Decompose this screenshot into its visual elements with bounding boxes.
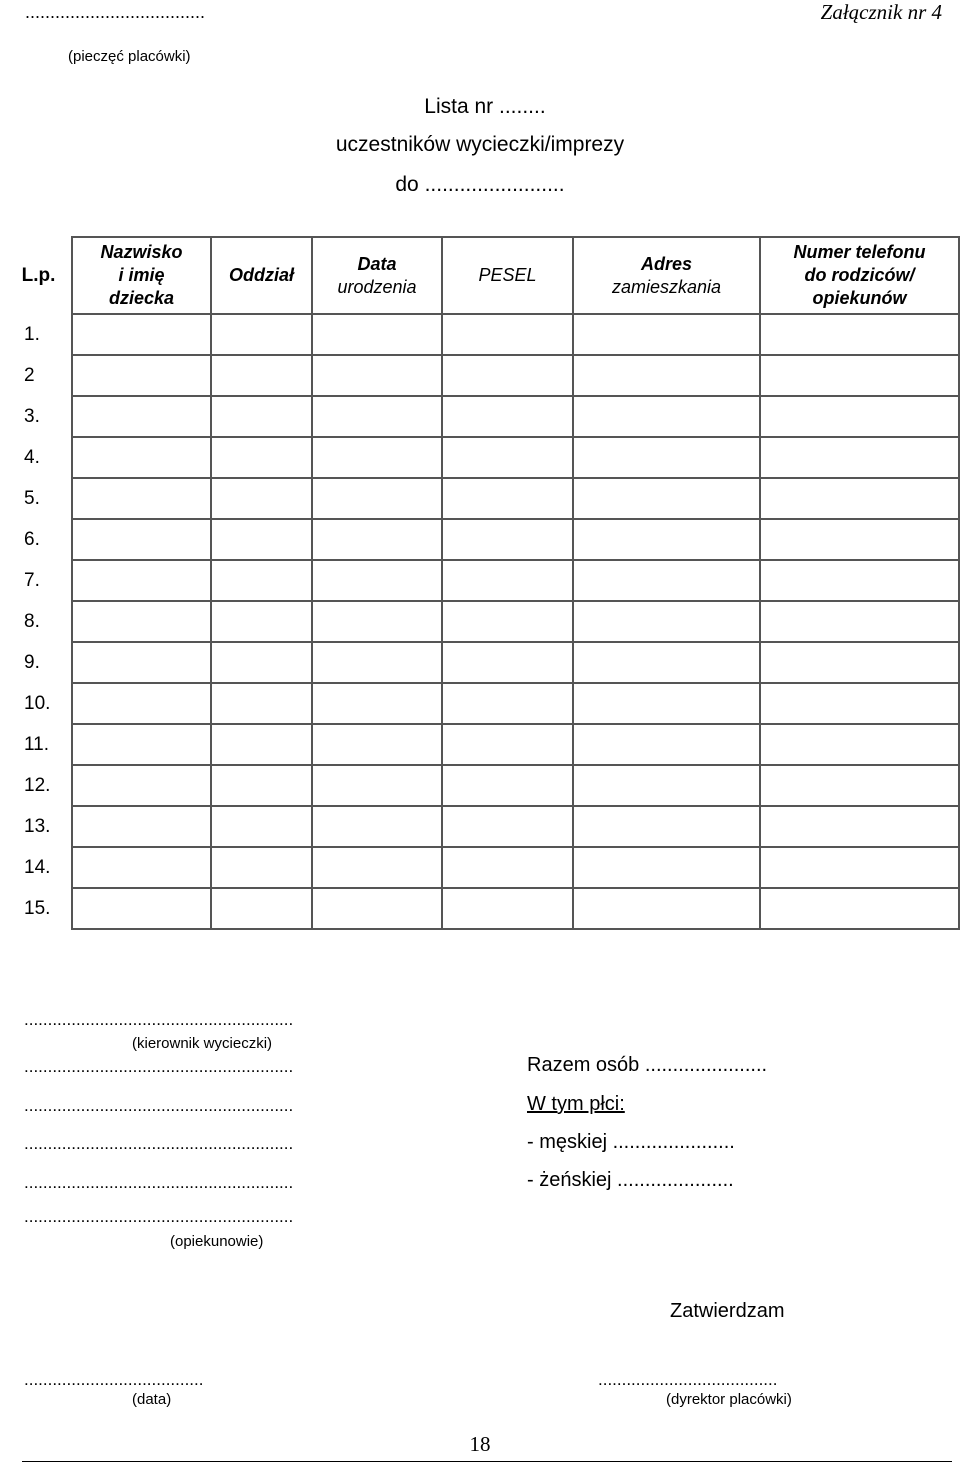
- table-cell[interactable]: [312, 478, 442, 519]
- table-cell[interactable]: [442, 642, 573, 683]
- table-row: [5, 396, 959, 437]
- table-row: [5, 847, 959, 888]
- table-cell[interactable]: [760, 478, 959, 519]
- table-cell[interactable]: [312, 642, 442, 683]
- header-birth-date: Data urodzenia: [312, 237, 442, 314]
- table-cell[interactable]: [442, 314, 573, 355]
- total-persons: Razem osób ......................: [527, 1054, 768, 1076]
- table-cell[interactable]: [573, 724, 760, 765]
- table-header-row: [5, 237, 959, 314]
- table-cell[interactable]: [72, 355, 211, 396]
- row-number: 2: [5, 355, 72, 396]
- table-cell[interactable]: [72, 765, 211, 806]
- table-cell[interactable]: [72, 724, 211, 765]
- table-cell[interactable]: [442, 396, 573, 437]
- row-number: 8.: [5, 601, 72, 642]
- table-cell[interactable]: [72, 478, 211, 519]
- table-row: [5, 806, 959, 847]
- table-cell[interactable]: [760, 314, 959, 355]
- table-row: [5, 560, 959, 601]
- table-cell[interactable]: [442, 806, 573, 847]
- table-cell[interactable]: [211, 683, 312, 724]
- list-destination: do ........................: [395, 173, 565, 196]
- table-row: [5, 642, 959, 683]
- table-row: [5, 601, 959, 642]
- guardian-signature-dots-1: .........................................................: [24, 1057, 294, 1076]
- table-cell[interactable]: [211, 478, 312, 519]
- table-cell[interactable]: [760, 724, 959, 765]
- female-count: - żeńskiej .....................: [527, 1169, 734, 1191]
- table-cell[interactable]: [760, 683, 959, 724]
- table-cell[interactable]: [211, 396, 312, 437]
- row-number: 7.: [5, 560, 72, 601]
- row-number: 13.: [5, 806, 72, 847]
- table-cell[interactable]: [760, 642, 959, 683]
- table-cell[interactable]: [312, 355, 442, 396]
- table-cell[interactable]: [573, 806, 760, 847]
- table-row: [5, 683, 959, 724]
- director-label: (dyrektor placówki): [666, 1391, 792, 1408]
- table-cell[interactable]: [211, 888, 312, 929]
- footer-divider: [22, 1461, 952, 1462]
- table-cell[interactable]: [573, 847, 760, 888]
- table-cell[interactable]: [72, 519, 211, 560]
- table-cell[interactable]: [72, 437, 211, 478]
- table-cell[interactable]: [573, 888, 760, 929]
- table-row: [5, 519, 959, 560]
- table-row: [5, 355, 959, 396]
- row-number: 3.: [5, 396, 72, 437]
- table-row: [5, 888, 959, 929]
- table-cell[interactable]: [573, 437, 760, 478]
- table-cell[interactable]: [760, 847, 959, 888]
- table-cell[interactable]: [760, 437, 959, 478]
- table-cell[interactable]: [573, 765, 760, 806]
- annex-label: Załącznik nr 4: [820, 0, 942, 24]
- stamp-dots: ....................................: [25, 2, 206, 22]
- row-number: 12.: [5, 765, 72, 806]
- table-cell[interactable]: [72, 806, 211, 847]
- table-cell[interactable]: [573, 560, 760, 601]
- row-number: 4.: [5, 437, 72, 478]
- table-cell[interactable]: [312, 765, 442, 806]
- table-cell[interactable]: [72, 314, 211, 355]
- by-gender-label: W tym płci:: [527, 1093, 625, 1115]
- table-cell[interactable]: [442, 519, 573, 560]
- table-cell[interactable]: [312, 724, 442, 765]
- table-cell[interactable]: [312, 560, 442, 601]
- table-cell[interactable]: [312, 396, 442, 437]
- table-cell[interactable]: [442, 888, 573, 929]
- guardians-label: (opiekunowie): [170, 1233, 264, 1250]
- table-cell[interactable]: [442, 437, 573, 478]
- table-cell[interactable]: [573, 601, 760, 642]
- table-cell[interactable]: [573, 478, 760, 519]
- table-cell[interactable]: [573, 683, 760, 724]
- list-number-title: Lista nr ........: [424, 95, 546, 118]
- table-cell[interactable]: [72, 847, 211, 888]
- table-cell[interactable]: [442, 683, 573, 724]
- table-cell[interactable]: [72, 642, 211, 683]
- guardian-signature-dots-5: .........................................................: [24, 1207, 294, 1226]
- table-cell[interactable]: [442, 355, 573, 396]
- table-cell[interactable]: [760, 888, 959, 929]
- guardian-signature-dots-4: .........................................................: [24, 1173, 294, 1192]
- table-cell[interactable]: [442, 847, 573, 888]
- table-cell[interactable]: [312, 683, 442, 724]
- table-cell[interactable]: [211, 560, 312, 601]
- leader-label: (kierownik wycieczki): [132, 1035, 273, 1052]
- table-cell[interactable]: [211, 437, 312, 478]
- guardian-signature-dots-2: .........................................................: [24, 1096, 294, 1115]
- table-cell[interactable]: [312, 847, 442, 888]
- table-cell[interactable]: [760, 560, 959, 601]
- row-number: 6.: [5, 519, 72, 560]
- table-cell[interactable]: [760, 519, 959, 560]
- table-row: [5, 724, 959, 765]
- table-cell[interactable]: [312, 519, 442, 560]
- table-cell[interactable]: [211, 642, 312, 683]
- table-row: [5, 765, 959, 806]
- table-cell[interactable]: [760, 601, 959, 642]
- director-signature-dots: ......................................: [598, 1370, 778, 1389]
- table-cell[interactable]: [211, 519, 312, 560]
- table-cell[interactable]: [211, 765, 312, 806]
- table-cell[interactable]: [211, 601, 312, 642]
- row-number: 5.: [5, 478, 72, 519]
- table-cell[interactable]: [312, 888, 442, 929]
- male-count: - męskiej ......................: [527, 1131, 735, 1153]
- header-lp: L.p.: [5, 237, 72, 314]
- table-cell[interactable]: [312, 806, 442, 847]
- table-cell[interactable]: [211, 724, 312, 765]
- leader-signature-dots: .........................................................: [24, 1010, 294, 1029]
- date-label: (data): [132, 1391, 172, 1408]
- row-number: 15.: [5, 888, 72, 929]
- header-pesel: PESEL: [442, 237, 573, 314]
- table-cell[interactable]: [760, 355, 959, 396]
- table-cell[interactable]: [442, 478, 573, 519]
- table-cell[interactable]: [442, 765, 573, 806]
- table-cell[interactable]: [442, 601, 573, 642]
- participants-table: [4, 236, 960, 930]
- page-number: 18: [469, 1432, 491, 1456]
- table-cell[interactable]: [72, 683, 211, 724]
- approve-label: Zatwierdzam: [670, 1300, 785, 1322]
- table-cell[interactable]: [211, 314, 312, 355]
- table-row: [5, 437, 959, 478]
- table-cell[interactable]: [72, 560, 211, 601]
- row-number: 11.: [5, 724, 72, 765]
- table-cell[interactable]: [573, 314, 760, 355]
- table-cell[interactable]: [211, 847, 312, 888]
- table-cell[interactable]: [573, 355, 760, 396]
- table-cell[interactable]: [312, 601, 442, 642]
- header-phone: Numer telefonu do rodziców/ opiekunów: [760, 237, 959, 314]
- table-cell[interactable]: [442, 724, 573, 765]
- table-cell[interactable]: [211, 806, 312, 847]
- table-cell[interactable]: [72, 396, 211, 437]
- table-cell[interactable]: [442, 560, 573, 601]
- table-row: [5, 314, 959, 355]
- header-name: Nazwisko i imię dziecka: [72, 237, 211, 314]
- stamp-label: (pieczęć placówki): [68, 48, 191, 65]
- table-cell[interactable]: [573, 396, 760, 437]
- row-number: 10.: [5, 683, 72, 724]
- table-cell[interactable]: [72, 601, 211, 642]
- table-cell[interactable]: [760, 765, 959, 806]
- row-number: 1.: [5, 314, 72, 355]
- table-cell[interactable]: [760, 806, 959, 847]
- table-cell[interactable]: [573, 642, 760, 683]
- table-cell[interactable]: [211, 355, 312, 396]
- table-cell[interactable]: [312, 314, 442, 355]
- table-cell[interactable]: [573, 519, 760, 560]
- header-class: Oddział: [211, 237, 312, 314]
- table-row: [5, 478, 959, 519]
- table-cell[interactable]: [72, 888, 211, 929]
- table-cell[interactable]: [312, 437, 442, 478]
- header-address: Adres zamieszkania: [573, 237, 760, 314]
- row-number: 14.: [5, 847, 72, 888]
- table-cell[interactable]: [760, 396, 959, 437]
- date-dots: ......................................: [24, 1370, 204, 1389]
- list-subtitle: uczestników wycieczki/imprezy: [335, 133, 625, 156]
- guardian-signature-dots-3: .........................................................: [24, 1134, 294, 1153]
- row-number: 9.: [5, 642, 72, 683]
